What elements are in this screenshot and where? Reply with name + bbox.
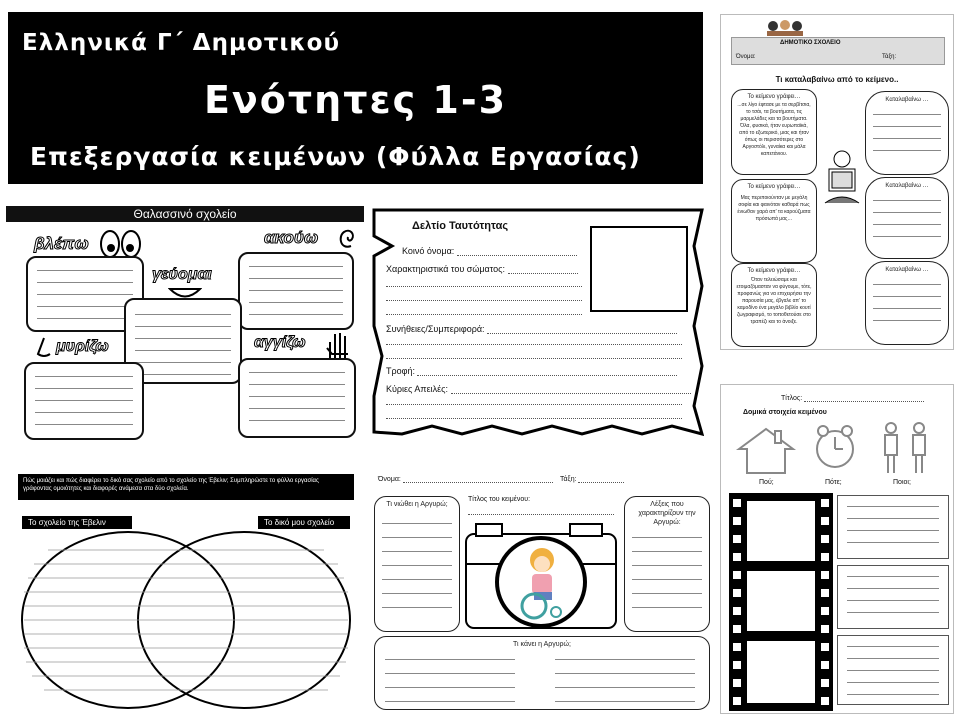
understand-box-3: [865, 261, 949, 345]
touch-label: αγγίζω: [254, 334, 306, 351]
understand-label-1: Καταλαβαίνω …: [885, 97, 929, 103]
food-field: [386, 366, 677, 376]
excerpt-2: Μας περιποιούνταν με μεγάλη σοφία και φαινόταν καθαρά πως ένιωθαν χαρά απ' τα καρούζματα πρόσωπά μας…: [737, 195, 811, 222]
feels-box: [374, 496, 460, 632]
venn-instructions: Πώς μοιάζει και πώς διαφέρει το δικό σας σχολείο από το σχολείο της Έβελιν; Συμπληρώστε το φύλλο εργασίας γράφοντας ομοιότητες και διαφορές ανάμεσα στα δύο σχολεία.: [18, 474, 354, 500]
understand-label-2: Καταλαβαίνω …: [885, 183, 929, 189]
text-writes-label-3: Το κείμενο γράφει…: [747, 268, 801, 274]
touch-box: [238, 358, 356, 438]
film-answer-1: [837, 495, 949, 559]
units-title: Ενότητες 1-3: [203, 78, 508, 122]
excerpt-1: ...σε λίγο έφτασε με τα σερβίτσια, το τσάι, τα βουτήματα, τις μαρμελάδες και τα βουτήματα. Όλα, φυσικά, ήταν ευρωπαϊκά, από το εξωτερικό, μιας και ήταν όπως οι περισσότερες στο Αργοστόλι, γυναίκα και μάλα καπετάνιου.: [737, 102, 811, 157]
nose-icon: [32, 336, 56, 360]
people-icon: [877, 421, 933, 475]
where-label: Πού;: [759, 479, 774, 486]
title-banner: [8, 12, 703, 184]
comprehension-heading: Τι καταλαβαίνω από το κείμενο..: [775, 75, 899, 84]
smell-label: μυρίζω: [56, 338, 109, 355]
sea-school-title: Θαλασσινό σχολείο: [6, 206, 364, 222]
venn-diagram: [18, 500, 354, 714]
text-writes-label: Το κείμενο γράφει…: [747, 94, 801, 100]
sea-school-worksheet: [6, 206, 364, 444]
does-box: [374, 636, 710, 710]
elements-label: Δομικά στοιχεία κειμένου: [743, 409, 827, 416]
film-answer-2: [837, 565, 949, 629]
wheelchair-girl-icon: [510, 546, 574, 622]
see-label: βλέπω: [34, 234, 89, 253]
hear-box: [238, 252, 354, 330]
film-strip: [729, 493, 833, 711]
photo-frame: [590, 226, 688, 312]
common-name-label: Κοινό όνομα:: [402, 246, 455, 256]
understand-box-2: [865, 177, 949, 259]
understand-label-3: Καταλαβαίνω …: [885, 267, 929, 273]
habits-label: Συνήθειες/Συμπεριφορά:: [386, 324, 485, 334]
structure-worksheet: [720, 384, 954, 714]
film-answer-3: [837, 635, 949, 705]
understand-box-1: [865, 91, 949, 175]
class-label: Τάξη:: [882, 54, 897, 60]
habits-field: [386, 324, 677, 334]
subtitle: Επεξεργασία κειμένων (Φύλλα Εργασίας): [30, 142, 641, 171]
id-card-worksheet: [372, 206, 704, 436]
subject-title: Ελληνικά Γ΄ Δημοτικού: [22, 30, 341, 56]
smell-box: [24, 362, 144, 440]
hear-label: ακούω: [264, 228, 319, 247]
argyro-worksheet: [372, 470, 712, 714]
school-label: ΔΗΜΟΤΙΚΟ ΣΧΟΛΕΙΟ: [780, 40, 841, 46]
argyro-class-label: Τάξη:: [560, 476, 577, 483]
kids-icon: [765, 19, 805, 37]
taste-label: γεύομαι: [152, 266, 212, 283]
body-features-field: [386, 264, 578, 274]
venn-worksheet: [18, 474, 354, 714]
school-header: [731, 37, 945, 65]
excerpt-box-2: [731, 179, 817, 263]
argyro-class-field: [560, 476, 624, 483]
common-name-field: [402, 246, 577, 256]
house-icon: [735, 425, 797, 475]
argyro-name-field: [378, 476, 553, 483]
excerpt-3: Όταν τελειώσαμε και ετοιμαζόμασταν να φύγουμε, τότε, προφανώς για να επιχειρήσει την παρουσία μας, έβγαλε απ' το καμοδίνο ένα μεγάλο βιβλίο κουτί ζωγραφισμό, το τοποθετούσε στο τραπέζι και το άνοιξε.: [736, 277, 812, 325]
body-features-label: Χαρακτηριστικά του σώματος:: [386, 264, 506, 274]
words-label: Λέξεις που χαρακτηρίζουν την Αργυρώ:: [638, 501, 696, 526]
does-label: Τι κάνει η Αργυρώ;: [513, 641, 571, 648]
name-label: Όνομα:: [736, 54, 756, 60]
text-writes-label-2: Το κείμενο γράφει…: [747, 184, 801, 190]
threats-field: [386, 384, 691, 394]
excerpt-box-1: [731, 89, 817, 175]
venn-right-label: Το δικό μου σχολείο: [258, 516, 350, 529]
venn-left-label: Το σχολείο της Έβελιν: [22, 516, 132, 529]
argyro-name-label: Όνομα:: [378, 476, 401, 483]
who-label: Ποιοι;: [893, 479, 911, 486]
reading-girl-icon: [817, 147, 867, 207]
hand-icon: [324, 330, 352, 360]
comprehension-worksheet: [720, 14, 954, 350]
structure-title-label: Τίτλος:: [781, 395, 803, 402]
ear-icon: [336, 226, 356, 252]
feels-label: Τι νιώθει η Αργυρώ;: [386, 501, 448, 508]
id-card-title: Δελτίο Ταυτότητας: [412, 220, 509, 232]
threats-label: Κύριες Απειλές:: [386, 384, 448, 394]
food-label: Τροφή:: [386, 366, 415, 376]
when-label: Πότε;: [825, 479, 842, 486]
structure-title-field: [781, 395, 924, 402]
words-box: [624, 496, 710, 632]
excerpt-box-3: [731, 263, 817, 347]
clock-icon: [813, 423, 857, 471]
text-title-label: Τίτλος του κειμένου:: [468, 496, 531, 503]
